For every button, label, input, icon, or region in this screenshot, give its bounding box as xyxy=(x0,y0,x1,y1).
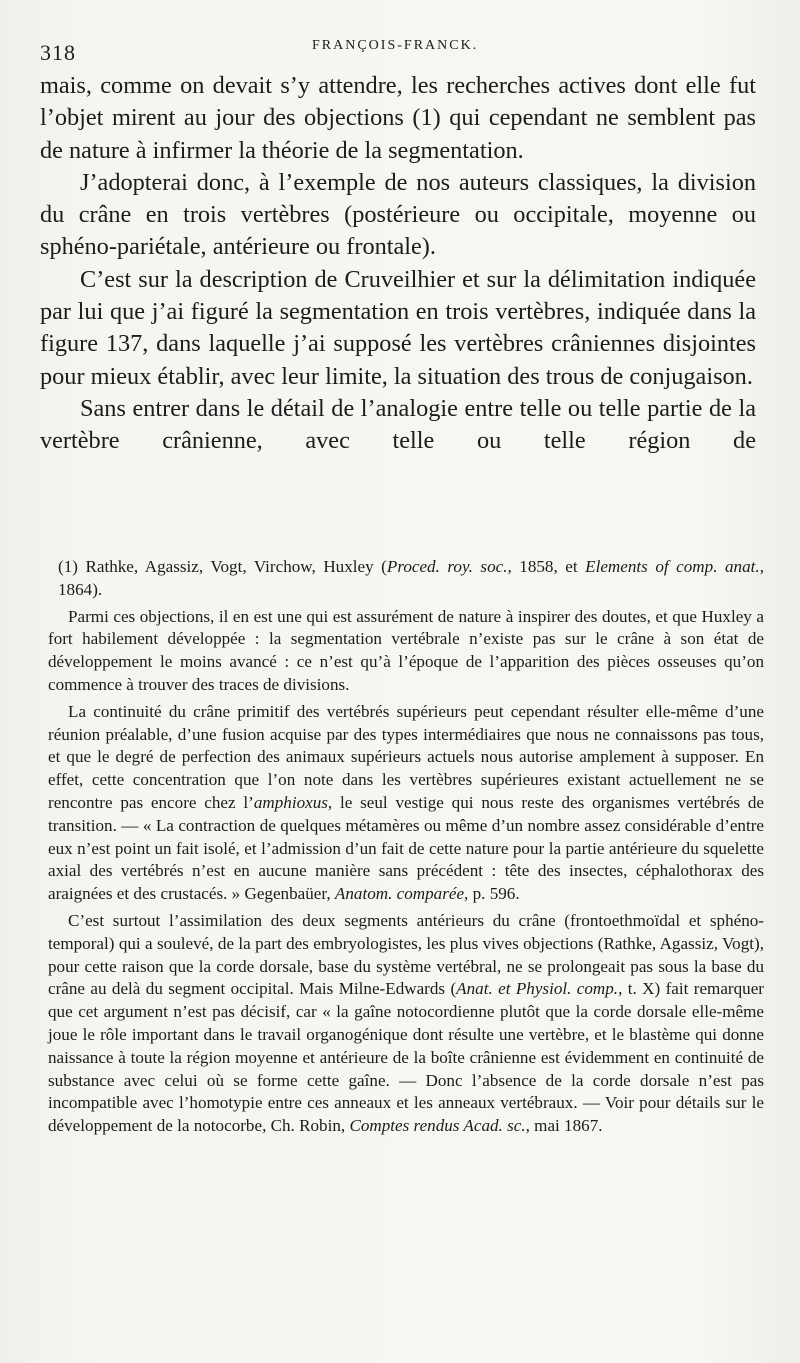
body-paragraph-1: mais, comme on devait s’y attendre, les recherches actives dont elle fut l’objet mirent au jour des objections (1) qui cependant ne semblent pas de nature à infirmer la théorie de la segmentation. xyxy=(40,72,756,164)
footnote-p3-text-b: , t. X) fait remarquer que cet argument n’est pas décisif, car « la gaîne notocordienne plutôt que la corde dorsale elle-même joue le rôle important dans le travail organogénique dont résulte une vertèbre, et le blastème qui donne naissance à toute la région moyenne et antérieure de la boîte crânienne est évidemment en continuité de substance avec celui où se forme cette gaîne. — Donc l’absence de la corde dorsale n’est pas incompatible avec l’homotypie entre ces anneaux et les anneaux vertébraux. — Voir pour détails sur le développement de la notocorbe, Ch. Robin, xyxy=(48,979,764,1136)
footnote-p3-end: , mai 1867. xyxy=(525,1116,603,1136)
footnote-ref-marker: (1) Rathke, Agassiz, Vogt, Virchow, Huxley ( xyxy=(58,557,387,576)
footnote-p3-text-a: C’est surtout l’assimilation des deux segments antérieurs du crâne (frontoethmoïdal et sphéno-temporal) qui a soulevé, de la part des embryologistes, les plus vives objections (Rathke, Agassiz, Vogt), pour cette raison que la corde dorsale, base du système vertébral, ne se prolongeait pas sous la base du crâne au delà du segment occipital. Mais Milne-Edwards ( xyxy=(48,910,764,999)
footnote-p2-text-b: , le seul vestige qui nous reste des organismes vertébrés de transition. — « La contraction de quelques métamères ou même d’un nombre assez considérable d’entre eux n’est point un fait isolé, et l’admission d’un fait de cette nature pour la partie antérieure du squelette axial des vertébrés n’est en aucune manière sans précédent : tête des insectes, céphalothorax des araignées et des crustacés. » Gegenbaüer, xyxy=(48,792,764,904)
body-paragraph-3: C’est sur la description de Cruveilhier et sur la délimitation indiquée par lui que j’ai figuré la segmentation en trois vertèbres, indiquée dans la figure 137, dans laquelle j’ai supposé les vertèbres crâniennes disjointes pour mieux établir, avec leur limite, la situation des trous de conjugaison. xyxy=(40,265,756,390)
main-text xyxy=(40,70,756,458)
footnote-ref-end: , 1864). xyxy=(58,557,764,599)
footnote-p2-italic: amphioxus xyxy=(253,792,328,812)
footnote-reference xyxy=(48,556,764,602)
page-header xyxy=(40,28,760,65)
body-paragraph-4: Sans entrer dans le détail de l’analogie entre telle ou telle partie de la vertèbre crânienne, avec telle ou telle région de xyxy=(40,394,756,455)
footnote-p2-citation: Anatom. comparée xyxy=(334,884,465,904)
footnotes xyxy=(48,556,764,1138)
footnote-paragraph-2 xyxy=(48,701,764,906)
footnote-p3-citation-2: Comptes rendus Acad. sc. xyxy=(349,1116,526,1136)
footnote-p3-citation-1: Anat. et Physiol. comp. xyxy=(456,979,619,999)
footnote-ref-journal: Proced. roy. soc. xyxy=(386,557,508,576)
page-number: 318 xyxy=(40,40,76,65)
footnote-p2-end: , p. 596. xyxy=(464,884,520,904)
footnote-ref-book: Elements of comp. anat. xyxy=(585,557,760,576)
body-paragraph-2: J’adopterai donc, à l’exemple de nos auteurs classiques, la division du crâne en trois vertèbres (postérieure ou occipitale, moyenne ou sphéno-pariétale, antérieure ou frontale). xyxy=(40,168,756,261)
running-head: FRANÇOIS-FRANCK. xyxy=(312,38,479,53)
footnote-paragraph-1: Parmi ces objections, il en est une qui est assurément de nature à inspirer des doutes, et que Huxley a fort habilement développée : la segmentation vertébrale n’existe pas sur le crâne à son état de développement le moins avancé : ce n’est qu’à l’époque de l’apparition des pièces osseuses qu’on commence à trouver des traces de divisions. xyxy=(48,606,764,694)
footnote-ref-mid: , 1858, et xyxy=(507,557,586,576)
footnote-p2-text-a: La continuité du crâne primitif des vertébrés supérieurs peut cependant résulter elle-même d’une réunion préalable, d’une fusion acquise par des types intermédiaires que nous ne connaissons pas tous, et que le degré de perfection des animaux supérieurs actuels nous autorise amplement à supposer. En effet, cette concentration que l’on note dans les vertèbres supérieures existant actuellement ne se rencontre pas encore chez l’ xyxy=(48,701,764,812)
footnote-paragraph-3 xyxy=(48,910,764,1138)
